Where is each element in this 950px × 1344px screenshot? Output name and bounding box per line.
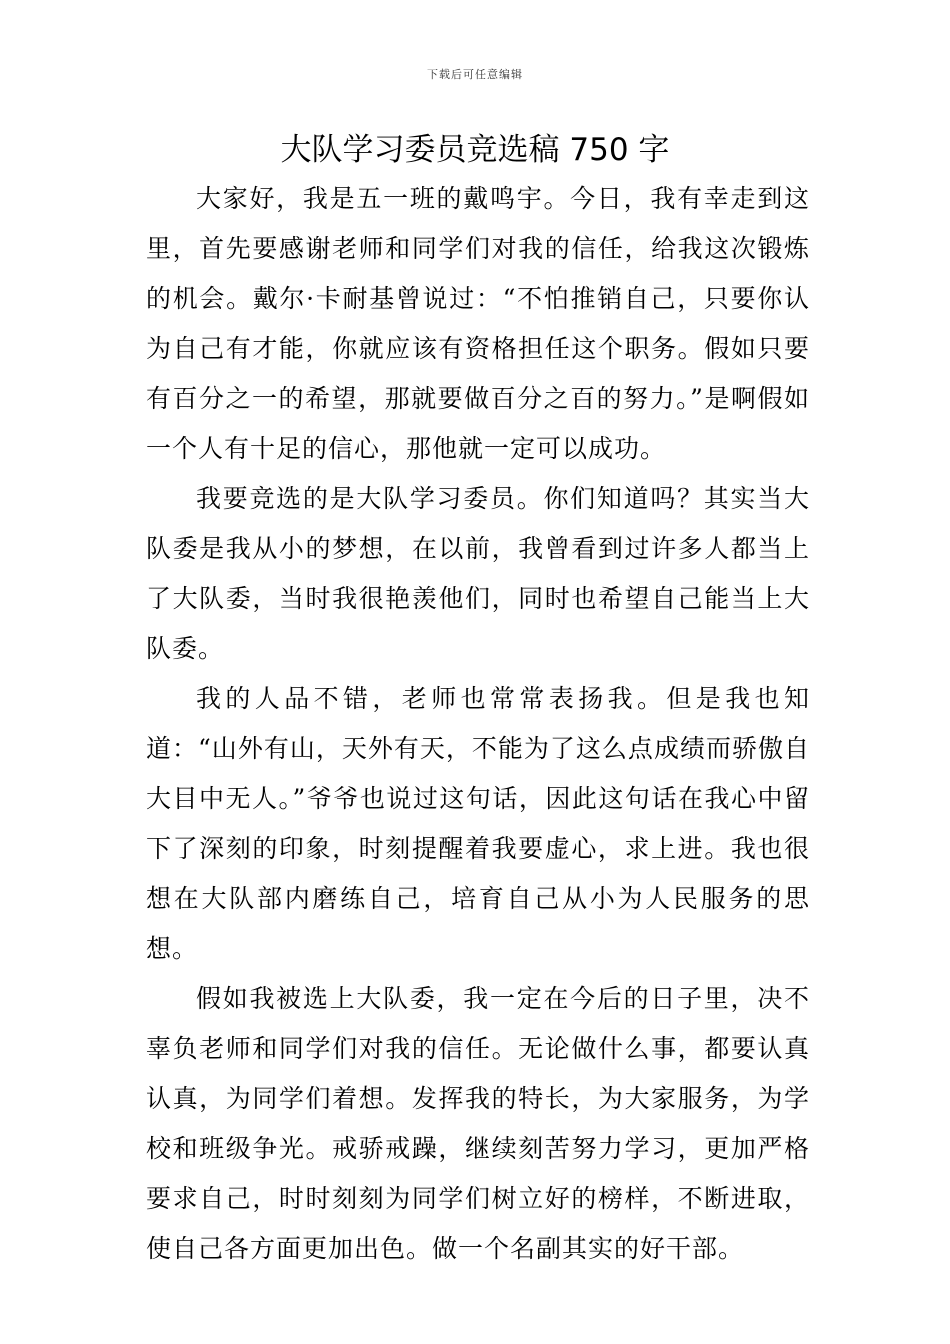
document-body — [146, 174, 810, 1274]
paragraph: 我要竞选的是大队学习委员。你们知道吗？其实当大队委是我从小的梦想，在以前，我曾看到过许多人都当上了大队委，当时我很艳羡他们，同时也希望自己能当上大队委。 — [146, 484, 810, 663]
header-note: 下载后可任意编辑 — [427, 68, 523, 81]
page-title: 大队学习委员竞选稿 750 字 — [280, 132, 670, 168]
paragraph: 我的人品不错，老师也常常表扬我。但是我也知道：“山外有山，天外有天，不能为了这么点成绩而骄傲自大目中无人。”爷爷也说过这句话，因此这句话在我心中留下了深刻的印象，时刻提醒着我要虚心，求上进。我也很想在大队部内磨练自己，培育自己从小为人民服务的思想。 — [146, 684, 810, 963]
paragraph: 假如我被选上大队委，我一定在今后的日子里，决不辜负老师和同学们对我的信任。无论做什么事，都要认真认真，为同学们着想。发挥我的特长，为大家服务，为学校和班级争光。戒骄戒躁，继续刻苦努力学习，更加严格要求自己，时时刻刻为同学们树立好的榜样，不断进取，使自己各方面更加出色。做一个名副其实的好干部。 — [146, 984, 810, 1263]
paragraph: 大家好，我是五一班的戴鸣宇。今日，我有幸走到这里，首先要感谢老师和同学们对我的信任，给我这次锻炼的机会。戴尔·卡耐基曾说过：“不怕推销自己，只要你认为自己有才能，你就应该有资格担任这个职务。假如只要有百分之一的希望，那就要做百分之百的努力。”是啊假如一个人有十足的信心，那他就一定可以成功。 — [146, 184, 810, 463]
